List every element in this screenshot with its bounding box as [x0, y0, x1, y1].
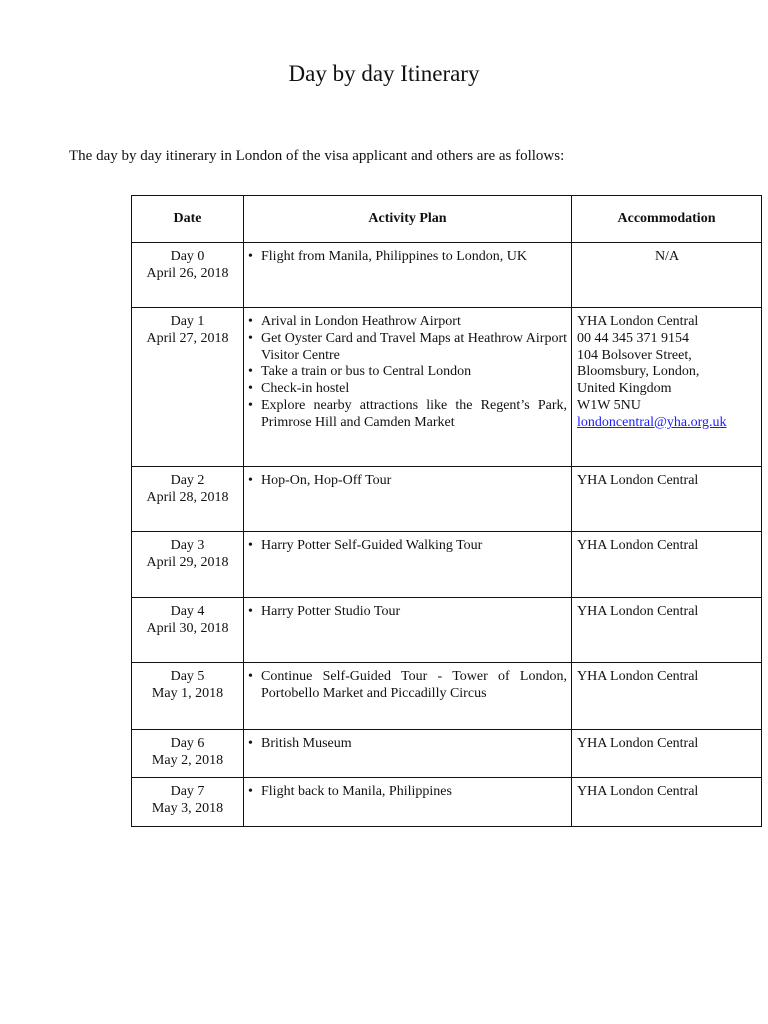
table-row	[132, 243, 762, 308]
activity-item: • Flight back to Manila, Philippines	[248, 784, 567, 801]
accommodation-address-line: 104 Bolsover Street,	[577, 347, 692, 363]
header-activity-plan: Activity Plan	[244, 196, 572, 243]
activity-cell	[244, 467, 572, 532]
accommodation-cell	[572, 243, 762, 308]
date-cell	[132, 243, 244, 308]
date-label: May 3, 2018	[151, 800, 224, 816]
day-label: Day 5	[170, 669, 205, 684]
page-title: Day by day Itinerary	[288, 61, 480, 86]
accommodation-address-line: United Kingdom	[577, 381, 672, 397]
date-label: May 2, 2018	[151, 752, 224, 768]
date-label: April 29, 2018	[146, 554, 229, 570]
day-label: Day 4	[170, 604, 205, 619]
date-cell	[132, 778, 244, 827]
accommodation-phone: 00 44 345 371 9154	[577, 330, 689, 346]
activity-cell	[244, 663, 572, 730]
table-row	[132, 308, 762, 467]
activity-list	[248, 669, 567, 703]
activity-item: • Get Oyster Card and Travel Maps at Heathrow Airport Visitor Centre	[248, 331, 567, 365]
date-cell	[132, 730, 244, 778]
activity-item: • Check-in hostel	[248, 381, 567, 398]
accommodation-cell	[572, 598, 762, 663]
date-cell	[132, 467, 244, 532]
accommodation-postcode: W1W 5NU	[577, 397, 641, 413]
accommodation-cell	[572, 730, 762, 778]
intro-paragraph: The day by day itinerary in London of the visa applicant and others are as follows:	[69, 148, 565, 164]
date-label: April 28, 2018	[146, 489, 229, 505]
table-row	[132, 663, 762, 730]
accommodation-name: YHA London Central	[577, 604, 699, 619]
activity-item: • Explore nearby attractions like the Regent’s Park, Primrose Hill and Camden Market	[248, 398, 567, 432]
activity-item: • Arival in London Heathrow Airport	[248, 314, 567, 331]
accommodation-name: YHA London Central	[577, 538, 699, 553]
activity-cell	[244, 778, 572, 827]
activity-item: • British Museum	[248, 736, 567, 753]
activity-item: • Take a train or bus to Central London	[248, 364, 567, 381]
accommodation-name: YHA London Central	[577, 736, 699, 751]
activity-cell	[244, 243, 572, 308]
day-label: Day 0	[170, 249, 205, 264]
activity-item: • Hop-On, Hop-Off Tour	[248, 473, 567, 490]
activity-item: • Harry Potter Studio Tour	[248, 604, 567, 621]
date-label: April 30, 2018	[146, 620, 229, 636]
activity-list	[248, 249, 567, 266]
activity-list	[248, 314, 567, 432]
date-label: April 27, 2018	[146, 330, 229, 346]
activity-list	[248, 784, 567, 801]
activity-item: • Continue Self-Guided Tour - Tower of London, Portobello Market and Piccadilly Circus	[248, 669, 567, 703]
accommodation-cell	[572, 778, 762, 827]
table-row	[132, 778, 762, 827]
date-cell	[132, 532, 244, 598]
header-date: Date	[132, 196, 244, 243]
activity-cell	[244, 308, 572, 467]
accommodation-cell	[572, 308, 762, 467]
accommodation-name: YHA London Central	[577, 314, 699, 329]
activity-item: • Harry Potter Self-Guided Walking Tour	[248, 538, 567, 555]
date-cell	[132, 663, 244, 730]
date-cell	[132, 308, 244, 467]
date-label: April 26, 2018	[146, 265, 229, 281]
accommodation-cell	[572, 532, 762, 598]
day-label: Day 3	[170, 538, 205, 553]
accommodation-address-line: Bloomsbury, London,	[577, 364, 700, 380]
activity-list	[248, 473, 567, 490]
accommodation-name: YHA London Central	[577, 669, 699, 684]
accommodation-cell	[572, 467, 762, 532]
activity-cell	[244, 730, 572, 778]
accommodation-name: YHA London Central	[577, 784, 699, 799]
activity-list	[248, 604, 567, 621]
table-header-row	[132, 196, 762, 243]
accommodation-line: N/A	[654, 249, 680, 264]
table-row	[132, 730, 762, 778]
day-label: Day 6	[170, 736, 205, 751]
activity-list	[248, 736, 567, 753]
activity-cell	[244, 532, 572, 598]
accommodation-name: YHA London Central	[577, 473, 699, 488]
header-accommodation: Accommodation	[572, 196, 762, 243]
day-label: Day 1	[170, 314, 205, 329]
date-cell	[132, 598, 244, 663]
table-row	[132, 598, 762, 663]
itinerary-table	[131, 195, 762, 827]
table-row	[132, 467, 762, 532]
accommodation-cell	[572, 663, 762, 730]
table-row	[132, 532, 762, 598]
activity-item: • Flight from Manila, Philippines to London, UK	[248, 249, 567, 266]
accommodation-email-link[interactable]: londoncentral@yha.org.uk	[577, 414, 727, 430]
date-label: May 1, 2018	[151, 685, 224, 701]
activity-cell	[244, 598, 572, 663]
day-label: Day 7	[170, 784, 205, 799]
day-label: Day 2	[170, 473, 205, 488]
activity-list	[248, 538, 567, 555]
